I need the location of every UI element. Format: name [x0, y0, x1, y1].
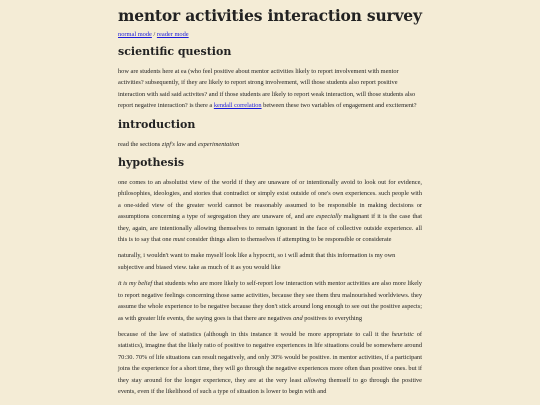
hyp-p4-b: of statistics), imagine that the likely ratio of positive to negative experiences in life situations could be somewhere around 70:30. 70% of life situations can result negatively, and only 30% would be positive. in mentor activities, if a participant joins the experience for a short time, they will go through the negative experiences more often than positive ones. but if they stay around for the longer experience, they are at the very least [118, 330, 423, 384]
intro-text-1: read the sections [118, 140, 162, 148]
article [118, 0, 422, 402]
intro-em-experimentation: experimentation [197, 140, 240, 148]
kendall-correlation-link[interactable]: kendall correlation [213, 102, 262, 110]
reader-mode-link[interactable]: reader mode [156, 31, 189, 38]
hyp-p4-em-heuristic: heuristic [391, 330, 414, 338]
hyp-p4-c: themself to go through the positive events, even if the likelihood of such a type of situation is lower to begin with and [118, 376, 422, 395]
hyp-p1-c: consider things alien to themselves if attempting to be responsible or considerate [184, 236, 392, 244]
hypothesis-paragraph-4 [118, 329, 422, 397]
mode-switcher [118, 30, 422, 39]
page-title: mentor activities interaction survey [118, 6, 422, 25]
question-text-before-link: how are students here at ea (who feel positive about mentor activities likely to report involvement with mentor activities? subsequently, if they are likely to report strong involvement, will those students also report positive interaction with said said activites? and if those students are likely to report weak interaction, will those students also report negative interaction? is there a [118, 68, 416, 110]
introduction-text [118, 139, 422, 150]
hypothesis-heading: hypothesis [118, 156, 185, 170]
hyp-p1-b: malignant if it is the case that they, again, are intentionally allowing themselves to remain ignorant in the face of collective outside experience. all this is to say that one [118, 213, 422, 244]
hyp-p3-a: that students who are more likely to self-report low interaction with mentor activities are also more likely to report negative feelings concerning those same activities, because they see them thru malnourished worldviews. they assume the whole experience to be negative because they don't stick around long enough to see out the positive aspects; as with greater life events, the saying goes is that there are negatives [118, 280, 422, 322]
hyp-p3-em-belief: it is my belief [118, 280, 153, 288]
hyp-p3-em-and: and [293, 314, 303, 322]
scientific-question-text [118, 66, 422, 112]
normal-mode-link[interactable]: normal mode [118, 31, 152, 38]
question-text-after-link: between these two variables of engagement and excitement? [261, 102, 417, 110]
hypothesis-paragraph-3 [118, 278, 422, 324]
hyp-p1-em-especially: especially [316, 213, 342, 221]
introduction-heading: introduction [118, 117, 196, 131]
intro-text-2: and [185, 140, 198, 148]
hypothesis-paragraph-1 [118, 177, 422, 245]
mode-separator: / [151, 31, 157, 38]
hyp-p1-a: one comes to an absolutist view of the world if they are unaware of or intentionally avoid to look out for evidence, philosophies, ideologies, and stories that contradict or simply exist outside of one's own experiences. such people with a one-sided view of the greater world cannot be reasonably assumed to be responsible in making decisions or assumptions concerning a type of segregation they are unaware of, and are [118, 179, 422, 221]
scientific-question-heading: scientific question [118, 45, 232, 58]
hypothesis-paragraph-2: naturally, i wouldn't want to make myself look like a hypocrit, so i will admit that this information is my own subjective and biased view. take as much of it as you would like [118, 252, 396, 271]
hyp-p1-em-must: must [172, 236, 185, 244]
hyp-p4-em-allowing: allowing [303, 376, 327, 384]
intro-em-zipfs-law: zipf's law [161, 140, 186, 148]
hyp-p4-a: because of the law of statistics (although in this instance it would be more appropriate to call it the [118, 330, 392, 338]
hyp-p3-b: positives to everything [302, 314, 363, 322]
